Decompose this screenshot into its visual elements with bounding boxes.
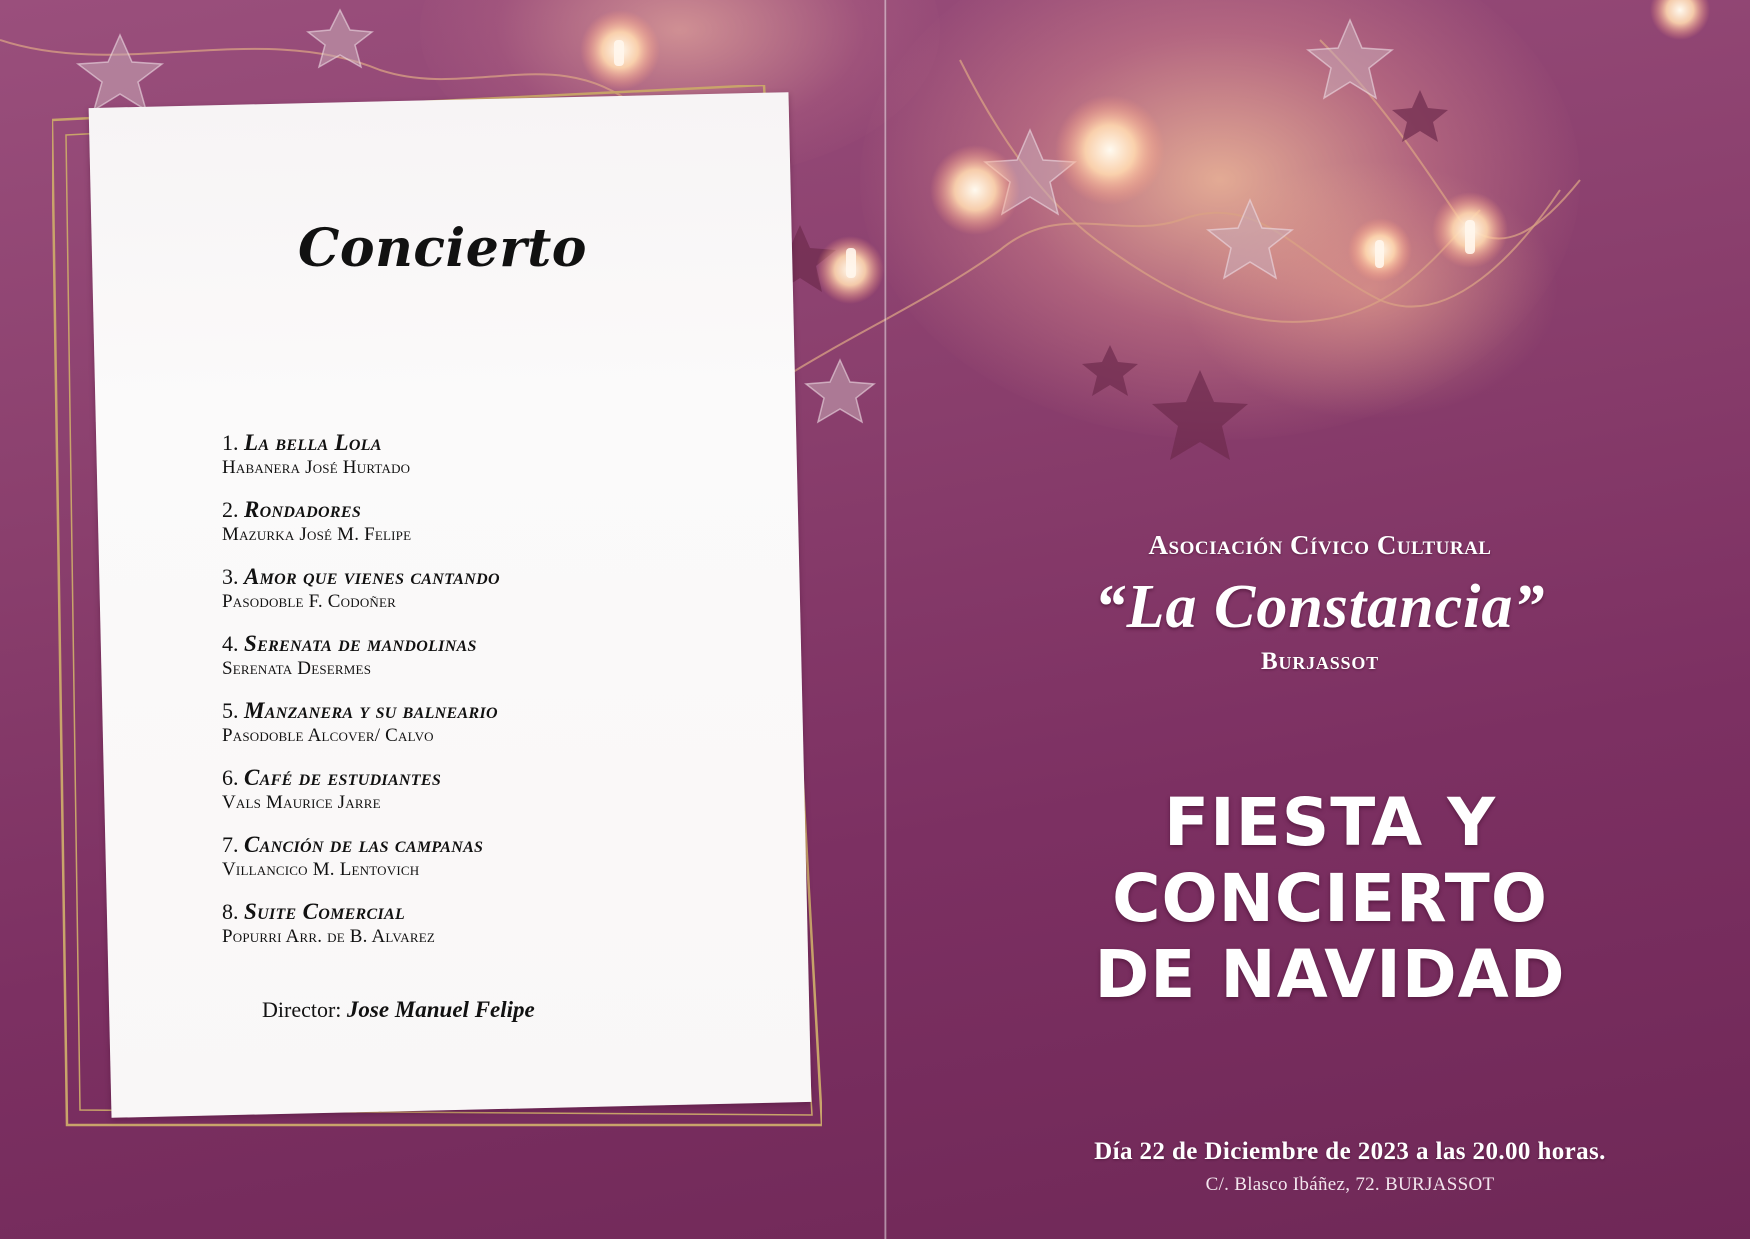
item-detail: Pasodoble F. Codoñer [222, 591, 397, 612]
program-item [222, 698, 782, 748]
item-detail: Pasodoble Alcover/ Calvo [222, 725, 434, 746]
event-title-line: FIESTA Y [1163, 784, 1496, 861]
item-detail: Vals Maurice Jarre [222, 792, 381, 813]
director-name: Jose Manuel Felipe [346, 997, 535, 1022]
item-title: Amor que vienes cantando [244, 564, 500, 589]
item-detail: Popurri Arr. de B. Alvarez [222, 926, 436, 947]
association-name: “La Constancia” [1094, 573, 1546, 641]
item-number: 2. [222, 497, 239, 522]
event-date: Día 22 de Diciembre de 2023 a las 20.00 horas. [1094, 1138, 1606, 1165]
item-number: 6. [222, 765, 239, 790]
item-number: 8. [222, 899, 239, 924]
event-title-line: CONCIERTO [1112, 860, 1548, 937]
item-title: Rondadores [244, 497, 362, 522]
item-detail: Mazurka José M. Felipe [222, 524, 412, 545]
program-item [222, 430, 782, 480]
fold-crease [884, 0, 887, 1239]
item-number: 4. [222, 631, 239, 656]
director-label: Director: [262, 997, 342, 1022]
item-detail: Habanera José Hurtado [222, 457, 411, 478]
program-item [222, 765, 782, 815]
item-title: Canción de las campanas [244, 832, 484, 857]
program-item [222, 832, 782, 882]
program-item [222, 631, 782, 681]
program-title: Concierto [298, 218, 587, 279]
item-title: La bella Lola [244, 430, 382, 455]
item-title: Serenata de mandolinas [244, 631, 477, 656]
association-label: Asociación Cívico Cultural [1148, 530, 1492, 560]
item-detail: Villancico M. Lentovich [222, 859, 420, 880]
item-detail: Serenata Desermes [222, 658, 372, 679]
item-title: Manzanera y su balneario [244, 698, 498, 723]
program-item [222, 564, 782, 614]
event-address: C/. Blasco Ibáñez, 72. BURJASSOT [1205, 1174, 1495, 1195]
item-number: 7. [222, 832, 239, 857]
event-title [1030, 785, 1630, 1013]
event-title-line: DE NAVIDAD [1094, 936, 1566, 1013]
item-number: 5. [222, 698, 239, 723]
item-title: Café de estudiantes [244, 765, 442, 790]
director-line [262, 997, 682, 1023]
item-number: 1. [222, 430, 239, 455]
program-item [222, 497, 782, 547]
item-title: Suite Comercial [244, 899, 406, 924]
association-town: Burjassot [1261, 648, 1379, 675]
program-item [222, 899, 782, 949]
item-number: 3. [222, 564, 239, 589]
